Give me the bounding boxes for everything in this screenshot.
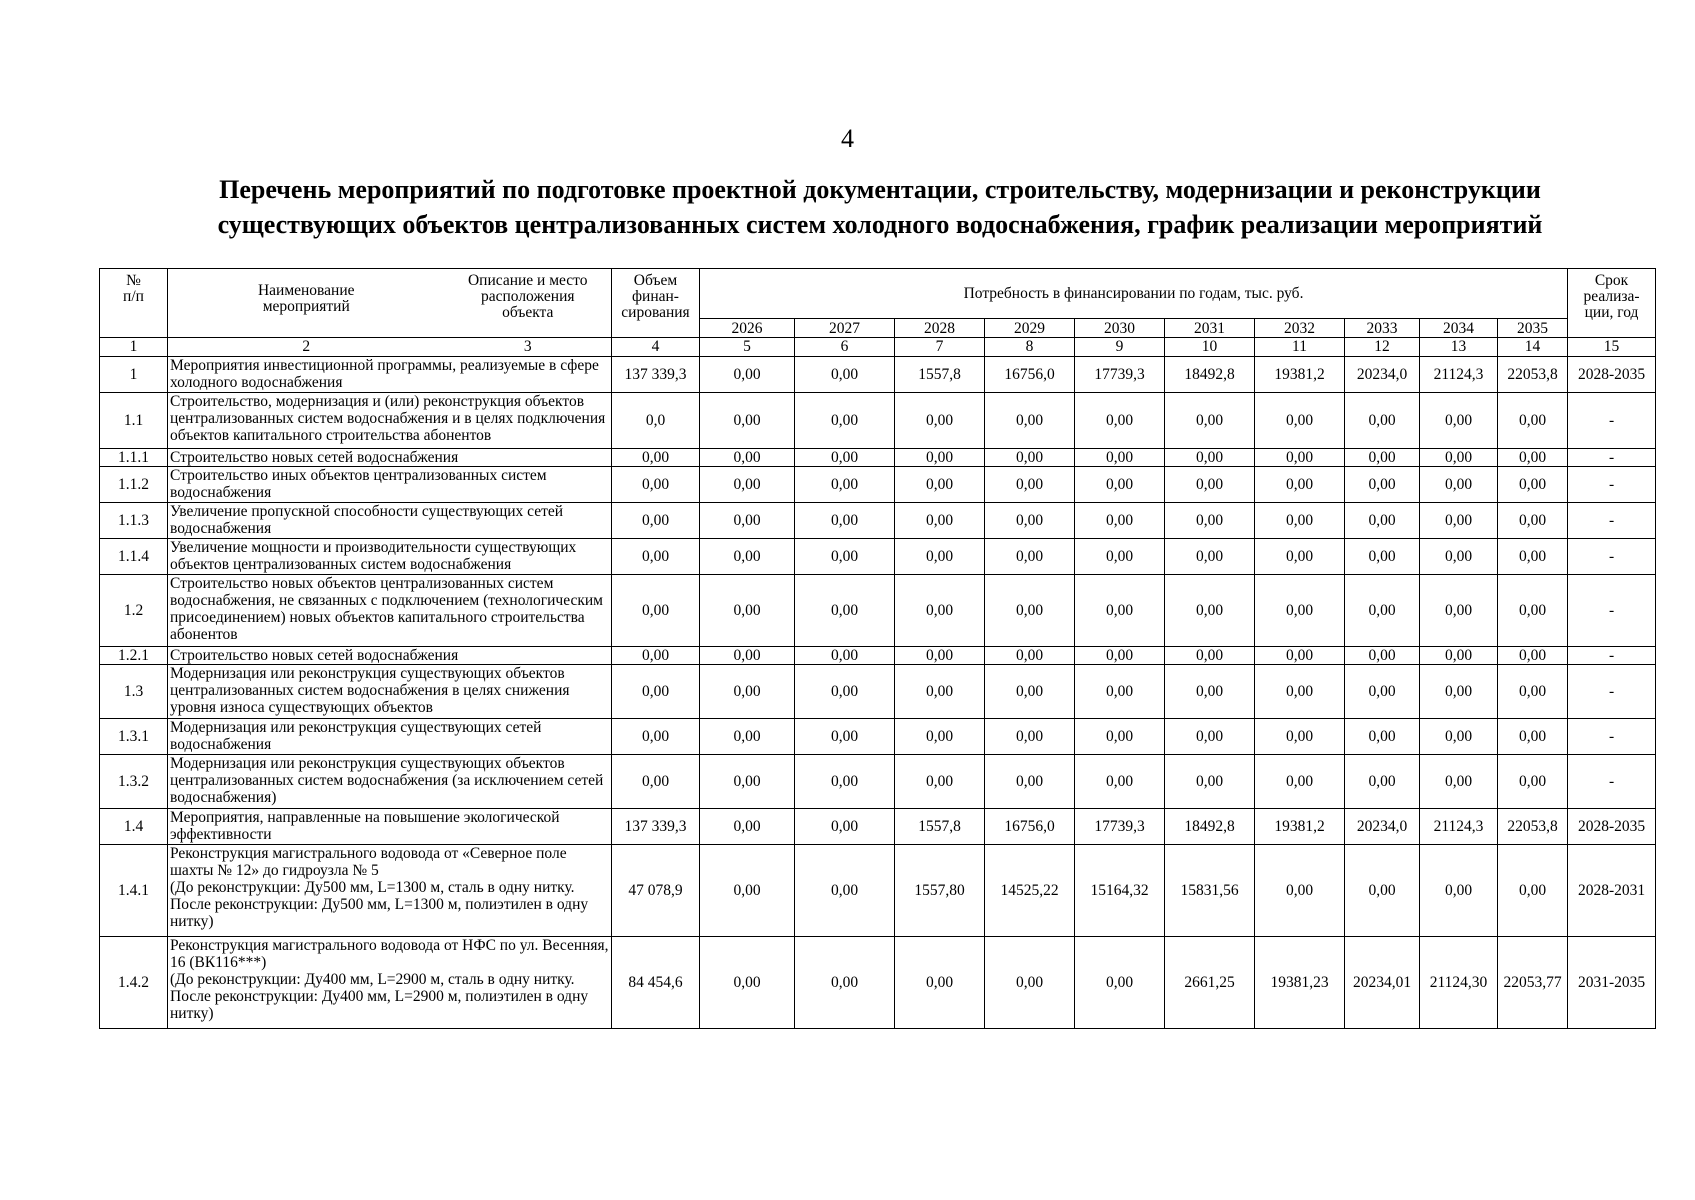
row-number: 1.1 [100, 393, 168, 449]
year-value: 0,00 [895, 539, 985, 575]
year-value: 1557,8 [895, 357, 985, 393]
year-value: 0,00 [1255, 845, 1345, 937]
year-value: 20234,0 [1345, 357, 1420, 393]
year-value: 0,00 [1420, 575, 1498, 647]
year-value: 0,00 [1165, 393, 1255, 449]
row-number: 1.3 [100, 665, 168, 719]
year-value: 0,00 [1345, 467, 1420, 503]
year-value: 0,00 [1345, 755, 1420, 809]
row-number: 1.3.1 [100, 719, 168, 755]
row-number: 1.4.2 [100, 937, 168, 1029]
implementation-term: - [1568, 575, 1656, 647]
year-value: 0,00 [795, 357, 895, 393]
table-row [100, 467, 1656, 503]
year-value: 0,00 [1345, 449, 1420, 467]
table-row [100, 755, 1656, 809]
year-value: 0,00 [985, 937, 1075, 1029]
table-row [100, 809, 1656, 845]
year-value: 0,00 [1165, 719, 1255, 755]
year-value: 15831,56 [1165, 845, 1255, 937]
implementation-term: 2031-2035 [1568, 937, 1656, 1029]
financing-volume: 47 078,9 [612, 845, 700, 937]
year-value: 0,00 [1498, 647, 1568, 665]
financing-volume: 137 339,3 [612, 357, 700, 393]
year-value: 0,00 [1345, 719, 1420, 755]
header-year: 2033 [1345, 319, 1420, 338]
year-value: 0,00 [895, 937, 985, 1029]
column-number: 3 [445, 338, 612, 357]
column-number: 7 [895, 338, 985, 357]
year-value: 21124,3 [1420, 809, 1498, 845]
year-value: 0,00 [1420, 647, 1498, 665]
year-value: 0,00 [1075, 539, 1165, 575]
year-value: 0,00 [795, 665, 895, 719]
year-value: 0,00 [1075, 719, 1165, 755]
year-value: 20234,0 [1345, 809, 1420, 845]
year-value: 0,00 [795, 809, 895, 845]
row-number: 1.1.2 [100, 467, 168, 503]
year-value: 0,00 [795, 449, 895, 467]
year-value: 0,00 [1165, 539, 1255, 575]
year-value: 19381,23 [1255, 937, 1345, 1029]
financing-volume: 0,00 [612, 503, 700, 539]
header-year: 2030 [1075, 319, 1165, 338]
year-value: 0,00 [1345, 845, 1420, 937]
implementation-term: - [1568, 647, 1656, 665]
financing-volume: 0,00 [612, 449, 700, 467]
year-value: 0,00 [1498, 449, 1568, 467]
header-year: 2027 [795, 319, 895, 338]
row-number: 1.1.3 [100, 503, 168, 539]
table-row [100, 647, 1656, 665]
year-value: 1557,8 [895, 809, 985, 845]
year-value: 21124,30 [1420, 937, 1498, 1029]
row-number: 1.3.2 [100, 755, 168, 809]
year-value: 0,00 [1165, 647, 1255, 665]
year-value: 0,00 [1165, 755, 1255, 809]
header-year: 2032 [1255, 319, 1345, 338]
financing-volume: 0,00 [612, 467, 700, 503]
column-number: 4 [612, 338, 700, 357]
measure-name: Увеличение мощности и производительности существующих объектов централизованных систем водоснабжения [168, 539, 612, 575]
year-value: 0,00 [895, 665, 985, 719]
year-value: 0,00 [1420, 539, 1498, 575]
year-value: 0,00 [795, 575, 895, 647]
year-value: 17739,3 [1075, 357, 1165, 393]
year-value: 0,00 [985, 539, 1075, 575]
column-number: 8 [985, 338, 1075, 357]
year-value: 0,00 [1165, 449, 1255, 467]
measure-name: Строительство новых сетей водоснабжения [168, 647, 612, 665]
year-value: 0,00 [1165, 503, 1255, 539]
measure-name: Увеличение пропускной способности существующих сетей водоснабжения [168, 503, 612, 539]
year-value: 0,00 [1345, 539, 1420, 575]
document-title-line-1: Перечень мероприятий по подготовке проектной документации, строительству, модернизации и реконструкции [219, 175, 1541, 204]
header-description: Описание и место расположения объекта [445, 269, 612, 338]
header-financing: Потребность в финансировании по годам, тыс. руб. [700, 269, 1568, 319]
financing-volume: 0,00 [612, 665, 700, 719]
year-value: 0,00 [985, 467, 1075, 503]
table-row [100, 393, 1656, 449]
row-number: 1.2 [100, 575, 168, 647]
year-value: 0,00 [700, 467, 795, 503]
column-number: 15 [1568, 338, 1656, 357]
year-value: 0,00 [1498, 665, 1568, 719]
year-value: 0,00 [1075, 467, 1165, 503]
year-value: 16756,0 [985, 357, 1075, 393]
column-number: 10 [1165, 338, 1255, 357]
year-value: 0,00 [895, 719, 985, 755]
column-number: 14 [1498, 338, 1568, 357]
column-number: 1 [100, 338, 168, 357]
table-row [100, 575, 1656, 647]
column-number: 11 [1255, 338, 1345, 357]
measure-name: Строительство иных объектов централизованных систем водоснабжения [168, 467, 612, 503]
header-year: 2031 [1165, 319, 1255, 338]
year-value: 0,00 [1075, 393, 1165, 449]
year-value: 0,00 [1255, 449, 1345, 467]
year-value: 0,00 [1420, 755, 1498, 809]
year-value: 0,00 [895, 393, 985, 449]
year-value: 22053,77 [1498, 937, 1568, 1029]
year-value: 19381,2 [1255, 357, 1345, 393]
year-value: 0,00 [1420, 845, 1498, 937]
year-value: 0,00 [895, 755, 985, 809]
year-value: 0,00 [985, 575, 1075, 647]
measure-name: Реконструкция магистрального водовода от НФС по ул. Весенняя, 16 (ВК116***) (До реконструкции: Ду400 мм, L=2900 м, сталь в одну нитку. После реконструкции: Ду400 мм, L=2900 м, полиэтилен в одну нитку) [168, 937, 612, 1029]
measure-name: Модернизация или реконструкция существующих объектов централизованных систем водоснабжения (за исключением сетей водоснабжения) [168, 755, 612, 809]
year-value: 0,00 [700, 503, 795, 539]
year-value: 0,00 [1255, 393, 1345, 449]
year-value: 0,00 [1255, 503, 1345, 539]
year-value: 18492,8 [1165, 357, 1255, 393]
column-number: 5 [700, 338, 795, 357]
row-number: 1.1.1 [100, 449, 168, 467]
year-value: 0,00 [985, 647, 1075, 665]
year-value: 0,00 [795, 719, 895, 755]
year-value: 15164,32 [1075, 845, 1165, 937]
header-number: № п/п [100, 269, 168, 338]
implementation-term: - [1568, 719, 1656, 755]
year-value: 0,00 [795, 393, 895, 449]
year-value: 0,00 [1255, 665, 1345, 719]
year-value: 0,00 [1165, 575, 1255, 647]
year-value: 0,00 [985, 503, 1075, 539]
table-row [100, 937, 1656, 1029]
year-value: 0,00 [1165, 467, 1255, 503]
row-number: 1.4 [100, 809, 168, 845]
row-number: 1.2.1 [100, 647, 168, 665]
row-number: 1 [100, 357, 168, 393]
year-value: 0,00 [1075, 937, 1165, 1029]
year-value: 0,00 [700, 575, 795, 647]
document-title-line-2: существующих объектов централизованных систем холодного водоснабжения, график реализации мероприятий [217, 210, 1543, 239]
measure-name: Модернизация или реконструкция существующих сетей водоснабжения [168, 719, 612, 755]
year-value: 20234,01 [1345, 937, 1420, 1029]
year-value: 0,00 [1498, 755, 1568, 809]
year-value: 0,00 [700, 937, 795, 1029]
year-value: 17739,3 [1075, 809, 1165, 845]
financing-volume: 84 454,6 [612, 937, 700, 1029]
year-value: 0,00 [1498, 539, 1568, 575]
year-value: 0,00 [700, 449, 795, 467]
column-number: 13 [1420, 338, 1498, 357]
column-number: 9 [1075, 338, 1165, 357]
year-value: 0,00 [795, 503, 895, 539]
document-title [150, 172, 1610, 242]
year-value: 0,00 [1255, 647, 1345, 665]
year-value: 0,00 [700, 719, 795, 755]
year-value: 0,00 [700, 665, 795, 719]
year-value: 16756,0 [985, 809, 1075, 845]
year-value: 0,00 [985, 393, 1075, 449]
financing-volume: 137 339,3 [612, 809, 700, 845]
year-value: 0,00 [895, 467, 985, 503]
year-value: 0,00 [1345, 647, 1420, 665]
table-row [100, 539, 1656, 575]
row-number: 1.4.1 [100, 845, 168, 937]
year-value: 0,00 [1420, 393, 1498, 449]
year-value: 0,00 [985, 719, 1075, 755]
year-value: 22053,8 [1498, 809, 1568, 845]
year-value: 0,00 [795, 937, 895, 1029]
year-value: 0,00 [1075, 665, 1165, 719]
year-value: 0,00 [1498, 719, 1568, 755]
implementation-term: 2028-2031 [1568, 845, 1656, 937]
year-value: 0,00 [1255, 575, 1345, 647]
year-value: 0,00 [795, 845, 895, 937]
table-row [100, 665, 1656, 719]
year-value: 0,00 [1075, 755, 1165, 809]
year-value: 0,00 [700, 845, 795, 937]
header-name: Наименование мероприятий [168, 269, 445, 338]
year-value: 0,00 [1075, 449, 1165, 467]
measures-table [99, 268, 1656, 1029]
year-value: 0,00 [1420, 467, 1498, 503]
implementation-term: - [1568, 449, 1656, 467]
year-value: 21124,3 [1420, 357, 1498, 393]
year-value: 0,00 [1345, 575, 1420, 647]
year-value: 0,00 [1498, 467, 1568, 503]
year-value: 0,00 [1075, 647, 1165, 665]
measure-name: Модернизация или реконструкция существующих объектов централизованных систем водоснабжения в целях снижения уровня износа существующих объектов [168, 665, 612, 719]
year-value: 0,00 [985, 755, 1075, 809]
financing-volume: 0,00 [612, 575, 700, 647]
year-value: 0,00 [985, 665, 1075, 719]
table-row [100, 845, 1656, 937]
year-value: 0,00 [1498, 845, 1568, 937]
year-value: 0,00 [795, 467, 895, 503]
financing-volume: 0,00 [612, 719, 700, 755]
table-row [100, 357, 1656, 393]
header-term: Срок реализа- ции, год [1568, 269, 1656, 338]
implementation-term: 2028-2035 [1568, 357, 1656, 393]
year-value: 14525,22 [985, 845, 1075, 937]
year-value: 0,00 [700, 357, 795, 393]
year-value: 0,00 [1345, 503, 1420, 539]
year-value: 0,00 [700, 539, 795, 575]
header-year: 2029 [985, 319, 1075, 338]
year-value: 0,00 [700, 755, 795, 809]
year-value: 22053,8 [1498, 357, 1568, 393]
year-value: 0,00 [1075, 575, 1165, 647]
year-value: 0,00 [1420, 503, 1498, 539]
year-value: 0,00 [700, 809, 795, 845]
year-value: 0,00 [1255, 467, 1345, 503]
year-value: 0,00 [1498, 503, 1568, 539]
year-value: 1557,80 [895, 845, 985, 937]
measure-name: Мероприятия инвестиционной программы, реализуемые в сфере холодного водоснабжения [168, 357, 612, 393]
implementation-term: - [1568, 467, 1656, 503]
year-value: 0,00 [1420, 719, 1498, 755]
year-value: 2661,25 [1165, 937, 1255, 1029]
year-value: 0,00 [1165, 665, 1255, 719]
column-number: 6 [795, 338, 895, 357]
measure-name: Мероприятия, направленные на повышение экологической эффективности [168, 809, 612, 845]
year-value: 0,00 [895, 647, 985, 665]
year-value: 0,00 [1255, 755, 1345, 809]
year-value: 0,00 [895, 449, 985, 467]
measure-name: Строительство новых объектов централизованных систем водоснабжения, не связанных с подключением (технологическим присоединением) новых объектов капитального строительства абонентов [168, 575, 612, 647]
measure-name: Реконструкция магистрального водовода от «Северное поле шахты № 12» до гидроузла № 5 (До реконструкции: Ду500 мм, L=1300 м, сталь в одну нитку. После реконструкции: Ду500 мм, L=1300 м, полиэтилен в одну нитку) [168, 845, 612, 937]
year-value: 0,00 [795, 539, 895, 575]
table-row [100, 449, 1656, 467]
header-year: 2026 [700, 319, 795, 338]
year-value: 18492,8 [1165, 809, 1255, 845]
table-row [100, 719, 1656, 755]
year-value: 0,00 [1345, 665, 1420, 719]
year-value: 19381,2 [1255, 809, 1345, 845]
header-volume: Объем финан- сирования [612, 269, 700, 338]
year-value: 0,00 [700, 647, 795, 665]
implementation-term: 2028-2035 [1568, 809, 1656, 845]
header-year: 2028 [895, 319, 985, 338]
header-year: 2034 [1420, 319, 1498, 338]
year-value: 0,00 [1255, 719, 1345, 755]
implementation-term: - [1568, 539, 1656, 575]
year-value: 0,00 [1420, 449, 1498, 467]
table-row [100, 503, 1656, 539]
year-value: 0,00 [1420, 665, 1498, 719]
financing-volume: 0,00 [612, 647, 700, 665]
year-value: 0,00 [1345, 393, 1420, 449]
year-value: 0,00 [985, 449, 1075, 467]
row-number: 1.1.4 [100, 539, 168, 575]
header-year: 2035 [1498, 319, 1568, 338]
column-number: 2 [168, 338, 445, 357]
column-number: 12 [1345, 338, 1420, 357]
year-value: 0,00 [700, 393, 795, 449]
year-value: 0,00 [1498, 575, 1568, 647]
year-value: 0,00 [795, 755, 895, 809]
implementation-term: - [1568, 665, 1656, 719]
year-value: 0,00 [895, 575, 985, 647]
financing-volume: 0,00 [612, 755, 700, 809]
implementation-term: - [1568, 755, 1656, 809]
implementation-term: - [1568, 393, 1656, 449]
year-value: 0,00 [1498, 393, 1568, 449]
year-value: 0,00 [895, 503, 985, 539]
year-value: 0,00 [1075, 503, 1165, 539]
measure-name: Строительство, модернизация и (или) реконструкция объектов централизованных систем водоснабжения и в целях подключения объектов капитального строительства абонентов [168, 393, 612, 449]
financing-volume: 0,0 [612, 393, 700, 449]
measure-name: Строительство новых сетей водоснабжения [168, 449, 612, 467]
year-value: 0,00 [795, 647, 895, 665]
implementation-term: - [1568, 503, 1656, 539]
financing-volume: 0,00 [612, 539, 700, 575]
year-value: 0,00 [1255, 539, 1345, 575]
page-number: 4 [841, 124, 854, 153]
